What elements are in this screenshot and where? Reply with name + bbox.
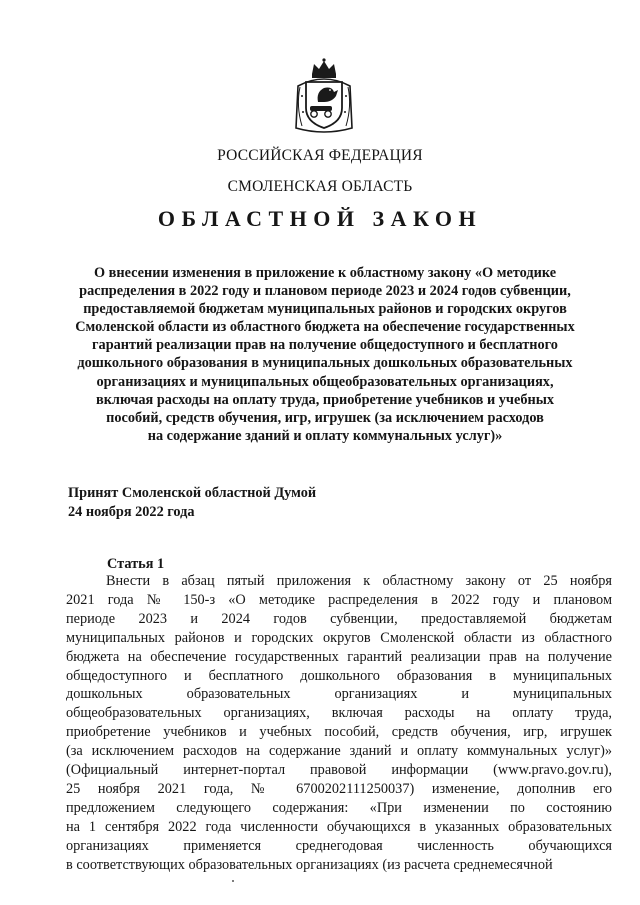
subject-line: предоставляемой бюджетам муниципальных районов и городских округов <box>83 301 567 318</box>
subject-line: включая расходы на оплату труда, приобретение учебников и учебных <box>95 391 555 408</box>
adopted-date: 24 ноября 2022 года <box>68 504 195 520</box>
smolensk-coat-of-arms-icon <box>292 56 356 136</box>
subject-line: Смоленской области из областного бюджета на обеспечение государственных <box>75 319 575 336</box>
subject-line: распределения в 2022 году и плановом периоде 2023 и 2024 годов субвенции, <box>79 283 571 300</box>
subject-line: пособий, средств обучения, игр, игрушек (за исключением расходов <box>106 409 544 426</box>
adoption-info <box>68 484 316 522</box>
article-line: приобретение учебников и учебных пособий, средств обучения, игр, игрушек <box>66 724 612 741</box>
article-body <box>66 572 612 875</box>
article-line: организациях применяется среднегодовая численность обучающихся <box>66 837 612 854</box>
article-line: дошкольных образовательных организациях и муниципальных <box>66 686 612 703</box>
subject-line: на содержание зданий и оплату коммунальных услуг)» <box>147 427 503 444</box>
article-line: в соответствующих образовательных организациях (из расчета среднемесячной <box>66 856 553 873</box>
country-name: РОССИЙСКАЯ ФЕДЕРАЦИЯ <box>217 147 423 164</box>
article-line: (за исключением расходов на содержание зданий и оплату коммунальных услуг)» <box>66 743 612 760</box>
law-title: ОБЛАСТНОЙ ЗАКОН <box>157 206 483 231</box>
article-line: предложением следующего содержания: «При изменении по состоянию <box>66 799 612 816</box>
scan-speck <box>232 880 234 882</box>
adopted-by: Принят Смоленской областной Думой <box>68 485 317 501</box>
subject-line: гарантий реализации прав на получение общедоступного и бесплатного <box>92 337 558 354</box>
article-line: бюджета на обеспечение государственных гарантий реализации прав на получение <box>66 648 612 665</box>
article-line: периоде 2023 и 2024 годов субвенции, предоставляемой бюджетам <box>66 610 612 627</box>
article-line: 2021 года № 150-з «О методике распределения в 2022 году и плановом <box>66 591 612 608</box>
article-line: на 1 сентября 2022 года численности обучающихся в указанных образовательных <box>66 818 612 835</box>
subject-line: организациях и муниципальных общеобразовательных организациях, <box>96 373 554 390</box>
subject-line: О внесении изменения в приложение к областному закону «О методике <box>93 265 557 281</box>
article-line: Внести в абзац пятый приложения к областному закону от 25 ноября <box>106 573 612 589</box>
article-line: общеобразовательных организациях, включая расходы на оплату труда, <box>66 705 612 722</box>
article-line: муниципальных районов и городских округов Смоленской области из областного <box>66 629 612 646</box>
article-line: (Официальный интернет-портал правовой информации (www.pravo.gov.ru), <box>66 762 612 779</box>
law-subject <box>60 264 590 445</box>
subject-line: дошкольного образования в муниципальных дошкольных образовательных <box>77 355 573 372</box>
region-name: СМОЛЕНСКАЯ ОБЛАСТЬ <box>227 178 413 195</box>
article-line: 25 ноября 2021 года, № 6700202111250037) изменение, дополнив его <box>66 780 612 797</box>
article-heading: Статья 1 <box>107 556 165 572</box>
article-line: общедоступного и бесплатного дошкольного образования в муниципальных <box>66 667 612 684</box>
